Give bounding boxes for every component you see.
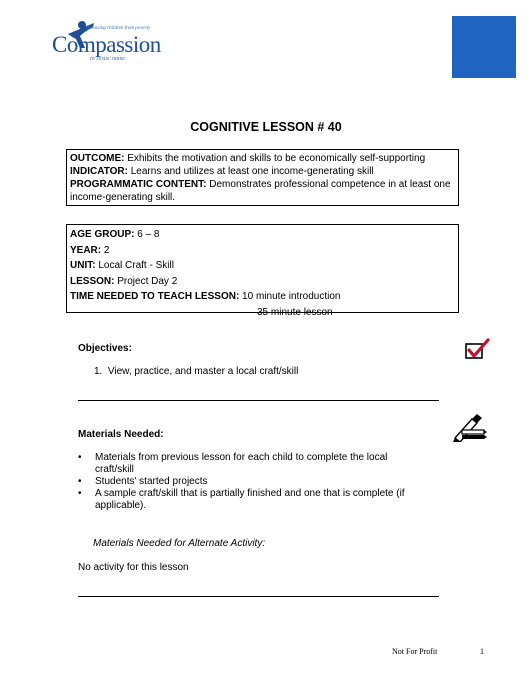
page-title: COGNITIVE LESSON # 40 bbox=[190, 120, 342, 134]
unit-line bbox=[70, 258, 455, 274]
time-line-2 bbox=[70, 305, 455, 321]
age-value: 6 – 8 bbox=[134, 229, 160, 240]
year-label: YEAR: bbox=[70, 244, 102, 256]
objective-item: 1. View, practice, and master a local craft/skill bbox=[94, 366, 299, 377]
alternate-text: No activity for this lesson bbox=[78, 562, 189, 573]
year-line bbox=[70, 243, 455, 259]
time-label: TIME NEEDED TO TEACH LESSON: bbox=[70, 291, 240, 303]
divider-line bbox=[78, 596, 439, 597]
year-value: 2 bbox=[101, 244, 110, 256]
age-label: AGE GROUP: bbox=[70, 229, 135, 240]
materials-heading: Materials Needed: bbox=[78, 429, 164, 440]
lesson-value: Project Day 2 bbox=[114, 275, 178, 287]
indicator-line bbox=[70, 165, 455, 178]
checkbox-check-icon bbox=[464, 338, 490, 360]
outcome-text: Exhibits the motivation and skills to be economically self-supporting bbox=[124, 153, 426, 164]
objectives-heading: Objectives: bbox=[78, 343, 132, 354]
page-number: 1 bbox=[480, 647, 484, 656]
content-line bbox=[70, 178, 455, 204]
list-item: • Materials from previous lesson for each child to complete the local craft/skill bbox=[78, 452, 408, 476]
divider-line bbox=[78, 400, 439, 401]
time-value-1: 10 minute introduction bbox=[239, 291, 341, 303]
alternate-heading: Materials Needed for Alternate Activity: bbox=[93, 538, 266, 549]
footer-label: Not For Profit bbox=[392, 647, 438, 656]
unit-label: UNIT: bbox=[70, 260, 96, 272]
time-value-2: 35 minute lesson bbox=[257, 306, 333, 318]
list-item: • A sample craft/skill that is partially finished and one that is complete (if applicable). bbox=[78, 488, 408, 512]
time-line bbox=[70, 289, 455, 305]
content-text: Demonstrates professional competence in at least one income-generating skill. bbox=[70, 179, 451, 203]
blue-accent-block bbox=[452, 16, 516, 78]
logo-tagline: Releasing children from poverty bbox=[86, 26, 151, 31]
compassion-logo bbox=[52, 20, 172, 70]
unit-value: Local Craft - Skill bbox=[95, 260, 174, 272]
indicator-text: Learns and utilizes at least one income-generating skill bbox=[127, 166, 374, 177]
logo-wordmark: Compassion bbox=[52, 32, 161, 57]
outcome-line bbox=[70, 152, 455, 165]
outcome-label: OUTCOME: bbox=[70, 153, 125, 164]
list-item: • Students' started projects bbox=[78, 476, 408, 488]
pencil-crayons-icon bbox=[452, 412, 488, 442]
content-label: PROGRAMMATIC CONTENT: bbox=[70, 179, 207, 190]
lesson-line bbox=[70, 274, 455, 290]
details-box bbox=[66, 224, 459, 318]
materials-list bbox=[78, 452, 408, 512]
age-line bbox=[70, 227, 455, 243]
logo-subline: in Jesus' name bbox=[90, 56, 125, 62]
summary-box bbox=[66, 149, 459, 206]
indicator-label: INDICATOR: bbox=[70, 166, 128, 177]
lesson-label: LESSON: bbox=[70, 275, 115, 287]
